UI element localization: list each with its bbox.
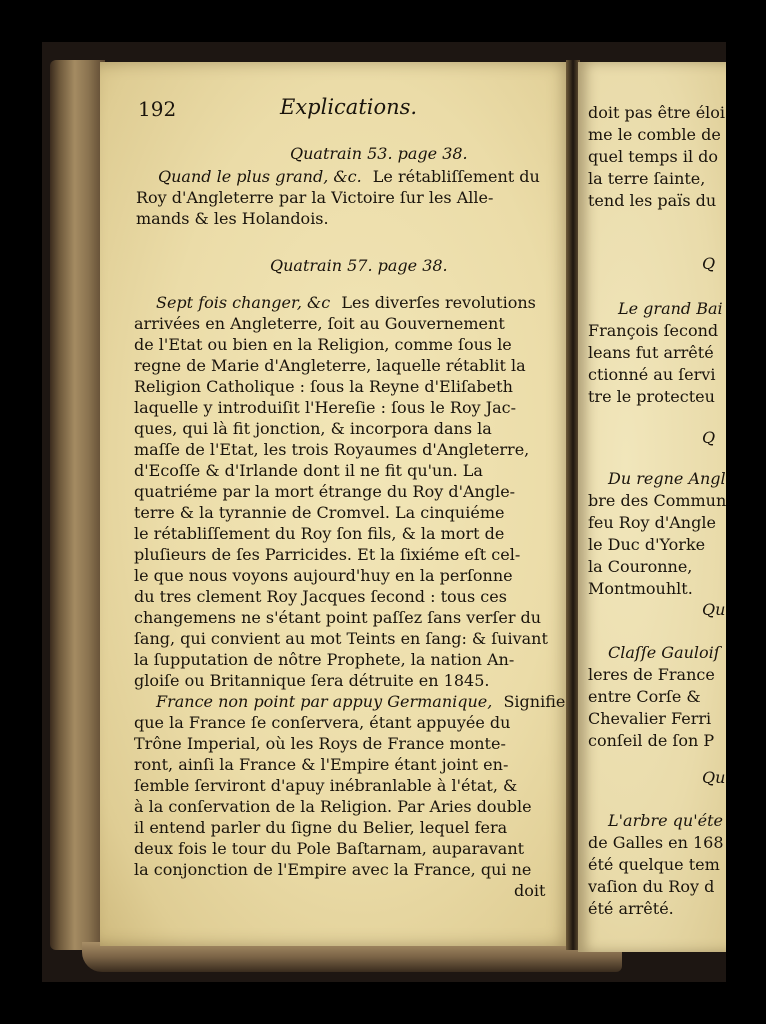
right-page (578, 62, 726, 952)
para3-line-1: que la France ſe conſervera, étant appuyée du (134, 713, 511, 732)
para2-line-17: la ſupputation de nôtre Prophete, la nation An- (134, 650, 515, 669)
rp-mid3-line-0: Claſſe Gauloiſ (608, 643, 720, 662)
rp-top-line-2: quel temps il do (588, 147, 719, 166)
rp-mid2-line-3: le Duc d'Yorke (588, 535, 706, 554)
para2-line-14: du tres clement Roy Jacques ſecond : tous ces (134, 587, 507, 606)
para2-line-3: regne de Marie d'Angleterre, laquelle rétablit la (134, 356, 526, 375)
rp-top-line-3: la terre ſainte, (588, 169, 706, 188)
heading-quatrain-57: Quatrain 57. page 38. (270, 256, 448, 275)
rp-bottom-line-3: vaſion du Roy d (588, 877, 715, 896)
rp-mid-line-1: François ſecond (588, 321, 719, 340)
rp-mid-line-0: Le grand Bai (618, 299, 723, 318)
rp-heading-a: Q (702, 254, 716, 273)
rp-mid2-line-2: feu Roy d'Angle (588, 513, 716, 532)
para2-line-10: terre & la tyrannie de Cromvel. La cinquiéme (134, 503, 505, 522)
rp-top-line-0: doit pas être éloi (588, 103, 726, 122)
para1-line-2: mands & les Holandois. (136, 209, 329, 228)
para3-incipit: France non point par appuy Germanique, (156, 692, 493, 711)
rp-mid2-line-5: Montmouhlt. (588, 579, 693, 598)
para2-line-13: le que nous voyons aujourd'huy en la perſonne (134, 566, 513, 585)
rp-bottom-line-1: de Galles en 168 (588, 833, 724, 852)
heading-quatrain-53: Quatrain 53. page 38. (290, 144, 468, 163)
para2-line-0: Les diverſes revolutions (341, 293, 536, 312)
book-spread (42, 42, 726, 982)
para2-line-15: changemens ne s'étant point paſſez ſans verſer du (134, 608, 542, 627)
rp-heading-c: Qu (702, 600, 726, 619)
para3-line-8: la conjonction de l'Empire avec la France, qui ne (134, 860, 532, 879)
para2-line-5: laquelle y introduiſit l'Hereſie : ſous le Roy Jac- (134, 398, 517, 417)
para3-line-0: Signifie (503, 692, 566, 711)
para2-line-6: ques, qui là fit jonction, & incorpora dans la (134, 419, 492, 438)
para2-line-9: quatriéme par la mort étrange du Roy d'Angle- (134, 482, 516, 501)
para2-incipit: Sept fois changer, &c (156, 293, 331, 312)
para3-line-5: à la conſervation de la Religion. Par Aries double (134, 797, 532, 816)
rp-mid3-line-3: Chevalier Ferri (588, 709, 712, 728)
rp-heading-b: Q (702, 428, 716, 447)
para2-line-4: Religion Catholique : ſous la Reyne d'Eliſabeth (134, 377, 513, 396)
para2-line-7: maſſe de l'Etat, les trois Royaumes d'Angleterre, (134, 440, 530, 459)
rp-mid3-line-1: leres de France (588, 665, 715, 684)
para3-line-4: ſemble ſerviront d'apuy inébranlable à l'état, & (134, 776, 518, 795)
para2-line-11: le rétabliſſement du Roy ſon fils, & la mort de (134, 524, 505, 543)
rp-mid2-line-1: bre des Commun (588, 491, 726, 510)
rp-top-line-1: me le comble de (588, 125, 721, 144)
rp-mid2-line-0: Du regne Angl (608, 469, 726, 488)
rp-mid3-line-2: entre Corſe & (588, 687, 701, 706)
page-number: 192 (138, 97, 177, 121)
page-edges-left (50, 60, 105, 950)
para2-line-18: gloiſe ou Britannique ſera détruite en 1845. (134, 671, 490, 690)
para3-line-6: il entend parler du ſigne du Belier, lequel fera (134, 818, 508, 837)
para2-line-16: ſang, qui convient au mot Teints en ſang: & ſuivant (134, 629, 548, 648)
para2-line-2: de l'Etat ou bien en la Religion, comme ſous le (134, 335, 512, 354)
page-edges-bottom (82, 942, 622, 972)
rp-mid2-line-4: la Couronne, (588, 557, 693, 576)
left-page (100, 62, 574, 946)
rp-mid-line-3: ctionné au ſervi (588, 365, 716, 384)
para3-line-7: deux fois le tour du Pole Baſtarnam, auparavant (134, 839, 525, 858)
rp-bottom-line-0: L'arbre qu'éte (608, 811, 723, 830)
rp-mid-line-2: leans fut arrêté (588, 343, 714, 362)
para1-incipit: Quand le plus grand, &c. (158, 167, 362, 186)
para3-line-2: Trône Imperial, où les Roys de France monte- (134, 734, 506, 753)
catchword: doit (514, 881, 546, 900)
para1-line-1: Roy d'Angleterre par la Victoire ſur les Alle- (136, 188, 494, 207)
rp-top-line-4: tend les païs du (588, 191, 717, 210)
rp-bottom-line-2: été quelque tem (588, 855, 720, 874)
para3-line-3: ront, ainſi la France & l'Empire étant joint en- (134, 755, 509, 774)
para2-line-12: pluſieurs de ſes Parricides. Et la ſixiéme eſt cel- (134, 545, 521, 564)
para2-line-1: arrivées en Angleterre, ſoit au Gouvernement (134, 314, 505, 333)
running-head: Explications. (280, 95, 418, 119)
para1-line-0: Le rétabliſſement du (372, 167, 540, 186)
para2-line-8: d'Ecoſſe & d'Irlande dont il ne fit qu'un. La (134, 461, 483, 480)
rp-bottom-line-4: été arrêté. (588, 899, 674, 918)
rp-mid-line-4: tre le protecteu (588, 387, 715, 406)
rp-heading-d: Qu (702, 768, 726, 787)
rp-mid3-line-4: conſeil de ſon P (588, 731, 715, 750)
